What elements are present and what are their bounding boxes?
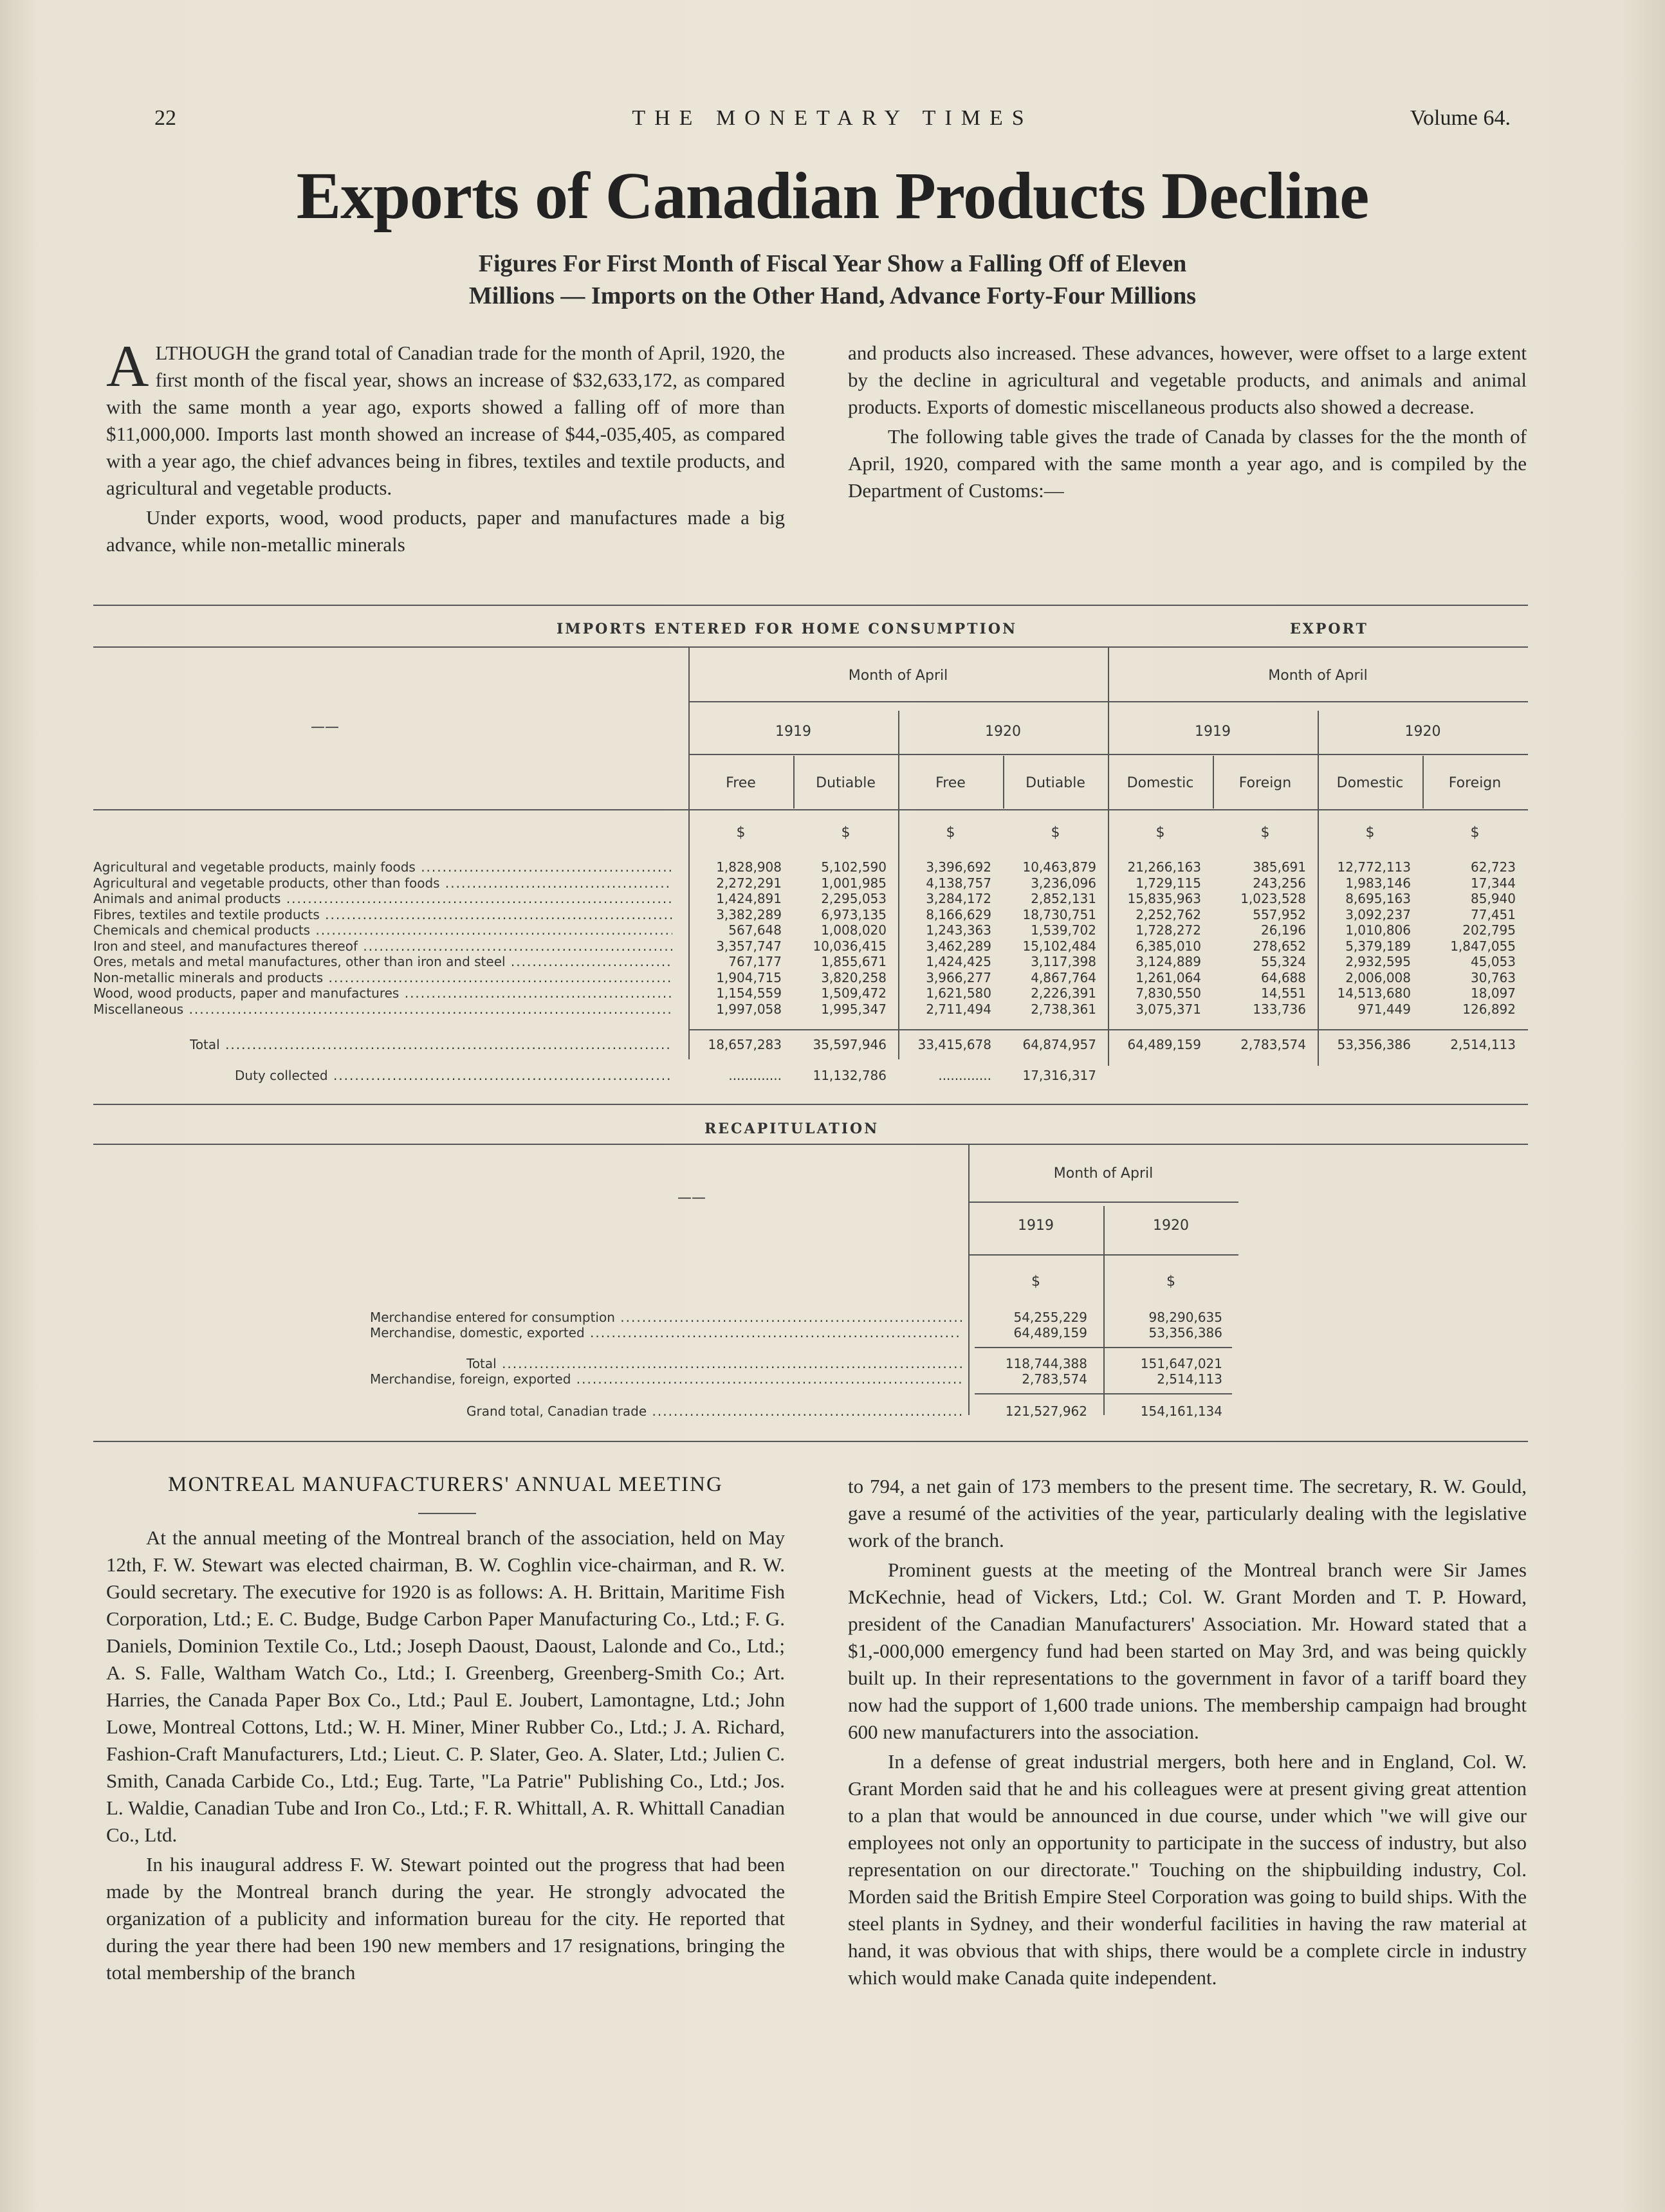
recap-year-1920: 1920: [1153, 1218, 1189, 1234]
cell-value: 1,001,985: [821, 875, 887, 891]
article-title: Exports of Canadian Products Decline: [296, 159, 1369, 233]
dollar-sign: $: [1051, 825, 1060, 841]
export-title: EXPORT: [1290, 621, 1368, 637]
cell-value: 1,424,891: [716, 891, 782, 906]
cell-value: 1,539,702: [1031, 922, 1096, 938]
total-value: 2,783,574: [1240, 1037, 1306, 1052]
cell-value: 30,763: [1471, 969, 1516, 985]
second-article-heading: MONTREAL MANUFACTURERS' ANNUAL MEETING: [168, 1473, 723, 1496]
cell-value: 15,102,484: [1022, 938, 1096, 954]
cell-value: 1,509,472: [821, 985, 887, 1001]
row-label: Miscellaneous .....: [93, 1001, 672, 1017]
duty-value: 17,316,317: [1022, 1068, 1096, 1083]
cell-value: 3,396,692: [926, 859, 991, 875]
dollar-sign: $: [736, 825, 746, 841]
cell-value: 3,820,258: [821, 969, 887, 985]
second-paragraph-1: At the annual meeting of the Montreal branch of the association, held on May 12th, F. W. Stewart was elected chairman, B. W. Coghlin vice-chairman, and R. W. Gould secretary. The executive for 1920 is as follows: A. H. Brittain, Maritime Fish Corporation, Ltd.; E. C. Budge, Budge Carbon Paper Manufacturing Co., Ltd.; F. G. Daniels, Dominion Textile Co., Ltd.; Joseph Daoust, Daoust, Lalonde and Co., Ltd.; A. S. Falle, Waltham Watch Co., Ltd.; I. Greenberg, Greenberg-Smith Co.; Art. Harries, the Canada Paper Box Co., Ltd.; Paul E. Joubert, Lamontagne, Ltd.; John Lowe, Montreal Cottons, Ltd.; W. H. Miner, Miner Rubber Co., Ltd.; J. A. Richard, Fashion-Craft Manufacturers, Ltd.; Lieut. C. P. Slater, Geo. A. Slater, Ltd.; Julien C. Smith, Canada Carbide Co., Ltd.; Eug. Tarte, "La Patrie" Publishing Co., Ltd.; Jos. L. Waldie, Canadian Tube and Iron Co., Ltd.; F. R. Whittall, A. R. Whittall Canadian Co., Ltd.: [106, 1526, 785, 1846]
cell-value: 1,010,806: [1345, 922, 1411, 938]
cell-value: 8,166,629: [926, 906, 991, 922]
recap-total-1920: 151,647,021: [1140, 1356, 1222, 1371]
cell-value: 26,196: [1261, 922, 1306, 938]
total-value: 53,356,386: [1337, 1037, 1411, 1052]
subtitle-line-1: Figures For First Month of Fiscal Year Show a Falling Off of Eleven: [478, 250, 1187, 277]
recap-dollar-1920: $: [1166, 1274, 1175, 1290]
cell-value: 1,904,715: [716, 969, 782, 985]
second-right-column: [848, 1473, 1527, 1994]
intro-paragraph-1: [106, 333, 785, 502]
dollar-sign: $: [841, 825, 851, 841]
cell-value: 21,266,163: [1127, 859, 1201, 875]
cell-value: 2,932,595: [1345, 954, 1411, 969]
total-value: 64,874,957: [1022, 1037, 1096, 1052]
intro-paragraph-4: The following table gives the trade of Canada by classes for the the month of April, 1920, compared with the same month a year ago, and is compiled by the Department of Customs:—: [848, 425, 1527, 502]
cell-value: 14,513,680: [1337, 985, 1411, 1001]
cell-value: 1,995,347: [821, 1001, 887, 1017]
export-year-1920: 1920: [1404, 724, 1441, 740]
stub-dash: ——: [311, 719, 339, 735]
cell-value: 202,795: [1462, 922, 1516, 938]
cell-value: 3,462,289: [926, 938, 991, 954]
recap-title: RECAPITULATION: [704, 1120, 879, 1137]
column-header: Domestic: [1127, 775, 1194, 791]
heading-rule: [418, 1513, 476, 1514]
cell-value: 567,648: [728, 922, 782, 938]
cell-value: 17,344: [1471, 875, 1516, 891]
row-label: Agricultural and vegetable products, other than foods .....: [93, 875, 672, 891]
cell-value: 3,284,172: [926, 891, 991, 906]
intro-paragraph-1-text: LTHOUGH the grand total of Canadian trade for the month of April, 1920, the first month of the fiscal year, shows an increase of $32,633,172, as compared with the same month a year ago, exports showed a falling off of more than $11,000,000. Imports last month showed an increase of $44,-035,405, as compared with a year ago, the chief advances being in fibres, textiles and textile products, and agricultural and vegetable products.: [106, 342, 785, 499]
cell-value: 55,324: [1261, 954, 1306, 969]
column-header: Dutiable: [816, 775, 876, 791]
second-paragraph-4: Prominent guests at the meeting of the Montreal branch were Sir James McKechnie, head of Vickers, Ltd.; Col. W. Grant Morden and T. P. Howard, president of the Canadian Manufacturers' Association. Mr. Howard stated that a $1,-000,000 emergency fund had been started on May 3rd, and was being quickly built up. In their representations to the government in favor of a tariff board they now had the support of 1,600 trade unions. The membership campaign had brought 600 new manufacturers into the association.: [848, 1558, 1527, 1743]
recap-year-1919: 1919: [1018, 1218, 1054, 1234]
total-value: 35,597,946: [813, 1037, 887, 1052]
cell-value: 5,379,189: [1345, 938, 1411, 954]
running-header: [154, 106, 1511, 138]
intro-paragraph-2: Under exports, wood, wood products, paper and manufactures made a big advance, while non-metallic minerals: [106, 506, 785, 556]
total-value: 2,514,113: [1450, 1037, 1516, 1052]
cell-value: 14,551: [1261, 985, 1306, 1001]
cell-value: 3,124,889: [1136, 954, 1201, 969]
recap-total-1919: 118,744,388: [1005, 1356, 1087, 1371]
recap-table: [93, 1113, 1528, 1428]
cell-value: 3,966,277: [926, 969, 991, 985]
column-header: Free: [726, 775, 756, 791]
table-bottom-rule: [93, 1104, 1528, 1105]
dollar-sign: $: [1365, 825, 1375, 841]
column-header: Foreign: [1238, 775, 1292, 791]
cell-value: 2,852,131: [1031, 891, 1096, 906]
cell-value: 10,463,879: [1022, 859, 1096, 875]
cell-value: 1,847,055: [1450, 938, 1516, 954]
duty-placeholder: .............: [938, 1068, 991, 1083]
cell-value: 3,236,096: [1031, 875, 1096, 891]
recap-foreign-label: Merchandise, foreign, exported .....: [370, 1371, 962, 1387]
cell-value: 3,357,747: [716, 938, 782, 954]
imports-year-1919: 1919: [775, 724, 811, 740]
recap-row-value: 54,255,229: [1013, 1310, 1087, 1325]
cell-value: 4,138,757: [926, 875, 991, 891]
total-value: 18,657,283: [708, 1037, 782, 1052]
cell-value: 8,695,163: [1345, 891, 1411, 906]
intro-left-column: [106, 333, 785, 561]
total-value: 64,489,159: [1127, 1037, 1201, 1052]
second-paragraph-5: In a defense of great industrial mergers, both here and in England, Col. W. Grant Morden said that he and his colleagues were at present giving great attention to a plan that would be announced in due course, under which "we will give our employees not only an opportunity to participate in the success of industry, but also representation on our directorate." Touching on the shipbuilding industry, Col. Morden said the British Empire Steel Corporation was going to build ships. With the steel plants in Sydney, and their wonderful facilities in having the raw material at hand, it was obvious that with ships, there would be a complete circle in industry which would make Canada quite independent.: [848, 1750, 1527, 1989]
cell-value: 2,226,391: [1031, 985, 1096, 1001]
cell-value: 10,036,415: [813, 938, 887, 954]
recap-row-value: 64,489,159: [1013, 1325, 1087, 1340]
export-month-label: Month of April: [1268, 668, 1368, 684]
cell-value: 1,424,425: [926, 954, 991, 969]
cell-value: 557,952: [1253, 906, 1306, 922]
recap-month-label: Month of April: [1053, 1165, 1154, 1182]
recap-foreign-1919: 2,783,574: [1022, 1371, 1087, 1387]
export-year-1919: 1919: [1195, 724, 1231, 740]
dollar-sign: $: [1470, 825, 1480, 841]
intro-paragraph-3: and products also increased. These advances, however, were offset to a large extent by the decline in agricultural and vegetable products, and animals and animal products. Exports of domestic miscellaneous products also showed a decrease.: [848, 342, 1527, 418]
column-header: Free: [935, 775, 966, 791]
recap-total-label: Total .....: [466, 1356, 962, 1371]
cell-value: 1,728,272: [1136, 922, 1201, 938]
cell-value: 126,892: [1462, 1001, 1516, 1017]
subtitle-line-2: Millions — Imports on the Other Hand, Advance Forty-Four Millions: [468, 282, 1197, 309]
cell-value: 3,075,371: [1136, 1001, 1201, 1017]
recap-row-label: Merchandise, domestic, exported .....: [370, 1325, 962, 1340]
cell-value: 3,117,398: [1031, 954, 1096, 969]
cell-value: 18,730,751: [1022, 906, 1096, 922]
row-label: Ores, metals and metal manufactures, other than iron and steel .....: [93, 954, 672, 969]
row-label: Animals and animal products .....: [93, 891, 672, 906]
volume-label: Volume 64.: [1410, 106, 1511, 130]
cell-value: 2,272,291: [716, 875, 782, 891]
recap-grand-1919: 121,527,962: [1005, 1403, 1087, 1419]
dollar-sign: $: [1155, 825, 1165, 841]
recap-grand-label: Grand total, Canadian trade .....: [466, 1403, 962, 1419]
cell-value: 2,295,053: [821, 891, 887, 906]
cell-value: 971,449: [1357, 1001, 1411, 1017]
cell-value: 1,008,020: [821, 922, 887, 938]
cell-value: 7,830,550: [1136, 985, 1201, 1001]
total-value: 33,415,678: [917, 1037, 991, 1052]
cell-value: 133,736: [1253, 1001, 1306, 1017]
recap-stub-dash: ——: [677, 1190, 706, 1206]
column-header: Domestic: [1336, 775, 1404, 791]
drop-cap: A: [106, 333, 149, 399]
cell-value: 767,177: [728, 954, 782, 969]
recap-row-value: 98,290,635: [1148, 1310, 1222, 1325]
page-number: 22: [154, 106, 176, 130]
cell-value: 3,092,237: [1345, 906, 1411, 922]
imports-title: IMPORTS ENTERED FOR HOME CONSUMPTION: [557, 621, 1018, 637]
cell-value: 2,252,762: [1136, 906, 1201, 922]
cell-value: 278,652: [1253, 938, 1306, 954]
cell-value: 85,940: [1471, 891, 1516, 906]
article-subtitle: [0, 248, 1665, 312]
cell-value: 1,621,580: [926, 985, 991, 1001]
second-paragraph-2: In his inaugural address F. W. Stewart pointed out the progress that had been made by the Montreal branch during the year. He strongly advocated the organization of a publicity and information bureau for the city. He reported that during the year there had been 190 new members and 17 resignations, bringing the total membership of the branch: [106, 1853, 785, 1984]
cell-value: 1,729,115: [1136, 875, 1201, 891]
column-header: Foreign: [1448, 775, 1502, 791]
cell-value: 2,006,008: [1345, 969, 1411, 985]
cell-value: 6,385,010: [1136, 938, 1201, 954]
row-label: Fibres, textiles and textile products .....: [93, 907, 672, 922]
cell-value: 2,711,494: [926, 1001, 991, 1017]
cell-value: 1,997,058: [716, 1001, 782, 1017]
imports-month-label: Month of April: [848, 668, 948, 684]
cell-value: 3,382,289: [716, 906, 782, 922]
cell-value: 1,154,559: [716, 985, 782, 1001]
dollar-sign: $: [1260, 825, 1270, 841]
cell-value: 1,828,908: [716, 859, 782, 875]
cell-value: 5,102,590: [821, 859, 887, 875]
duty-label: Duty collected .....: [235, 1068, 672, 1083]
cell-value: 77,451: [1471, 906, 1516, 922]
recap-grand-1920: 154,161,134: [1140, 1403, 1222, 1419]
cell-value: 64,688: [1261, 969, 1306, 985]
cell-value: 2,738,361: [1031, 1001, 1096, 1017]
row-label: Agricultural and vegetable products, mainly foods .....: [93, 859, 672, 875]
trade-table: [93, 605, 1528, 1106]
second-paragraph-3: to 794, a net gain of 173 members to the present time. The secretary, R. W. Gould, gave a resumé of the activities of the year, particularly dealing with the legislative work of the branch.: [848, 1475, 1527, 1551]
cell-value: 385,691: [1253, 859, 1306, 875]
recap-dollar-1919: $: [1031, 1274, 1040, 1290]
cell-value: 1,023,528: [1240, 891, 1306, 906]
cell-value: 1,855,671: [821, 954, 887, 969]
recap-foreign-1920: 2,514,113: [1157, 1371, 1222, 1387]
cell-value: 45,053: [1471, 954, 1516, 969]
dollar-sign: $: [946, 825, 955, 841]
recap-row-label: Merchandise entered for consumption .....: [370, 1310, 962, 1325]
cell-value: 15,835,963: [1127, 891, 1201, 906]
cell-value: 12,772,113: [1337, 859, 1411, 875]
row-label: Wood, wood products, paper and manufactures .....: [93, 985, 672, 1001]
row-label: Chemicals and chemical products .....: [93, 922, 672, 938]
cell-value: 18,097: [1471, 985, 1516, 1001]
duty-placeholder: .............: [728, 1068, 782, 1083]
cell-value: 6,973,135: [821, 906, 887, 922]
total-label: Total .....: [190, 1037, 672, 1052]
publication-name: THE MONETARY TIMES: [632, 106, 1033, 130]
cell-value: 62,723: [1471, 859, 1516, 875]
recap-row-value: 53,356,386: [1148, 1325, 1222, 1340]
row-label: Iron and steel, and manufactures thereof .....: [93, 938, 672, 954]
second-left-column: [106, 1524, 785, 1989]
imports-year-1920: 1920: [985, 724, 1021, 740]
intro-right-column: [848, 340, 1527, 507]
cell-value: 4,867,764: [1031, 969, 1096, 985]
row-label: Non-metallic minerals and products .....: [93, 970, 672, 985]
recap-bottom-rule: [93, 1441, 1528, 1442]
cell-value: 1,983,146: [1345, 875, 1411, 891]
cell-value: 1,261,064: [1136, 969, 1201, 985]
cell-value: 243,256: [1253, 875, 1306, 891]
cell-value: 1,243,363: [926, 922, 991, 938]
column-header: Dutiable: [1026, 775, 1085, 791]
duty-value: 11,132,786: [813, 1068, 887, 1083]
